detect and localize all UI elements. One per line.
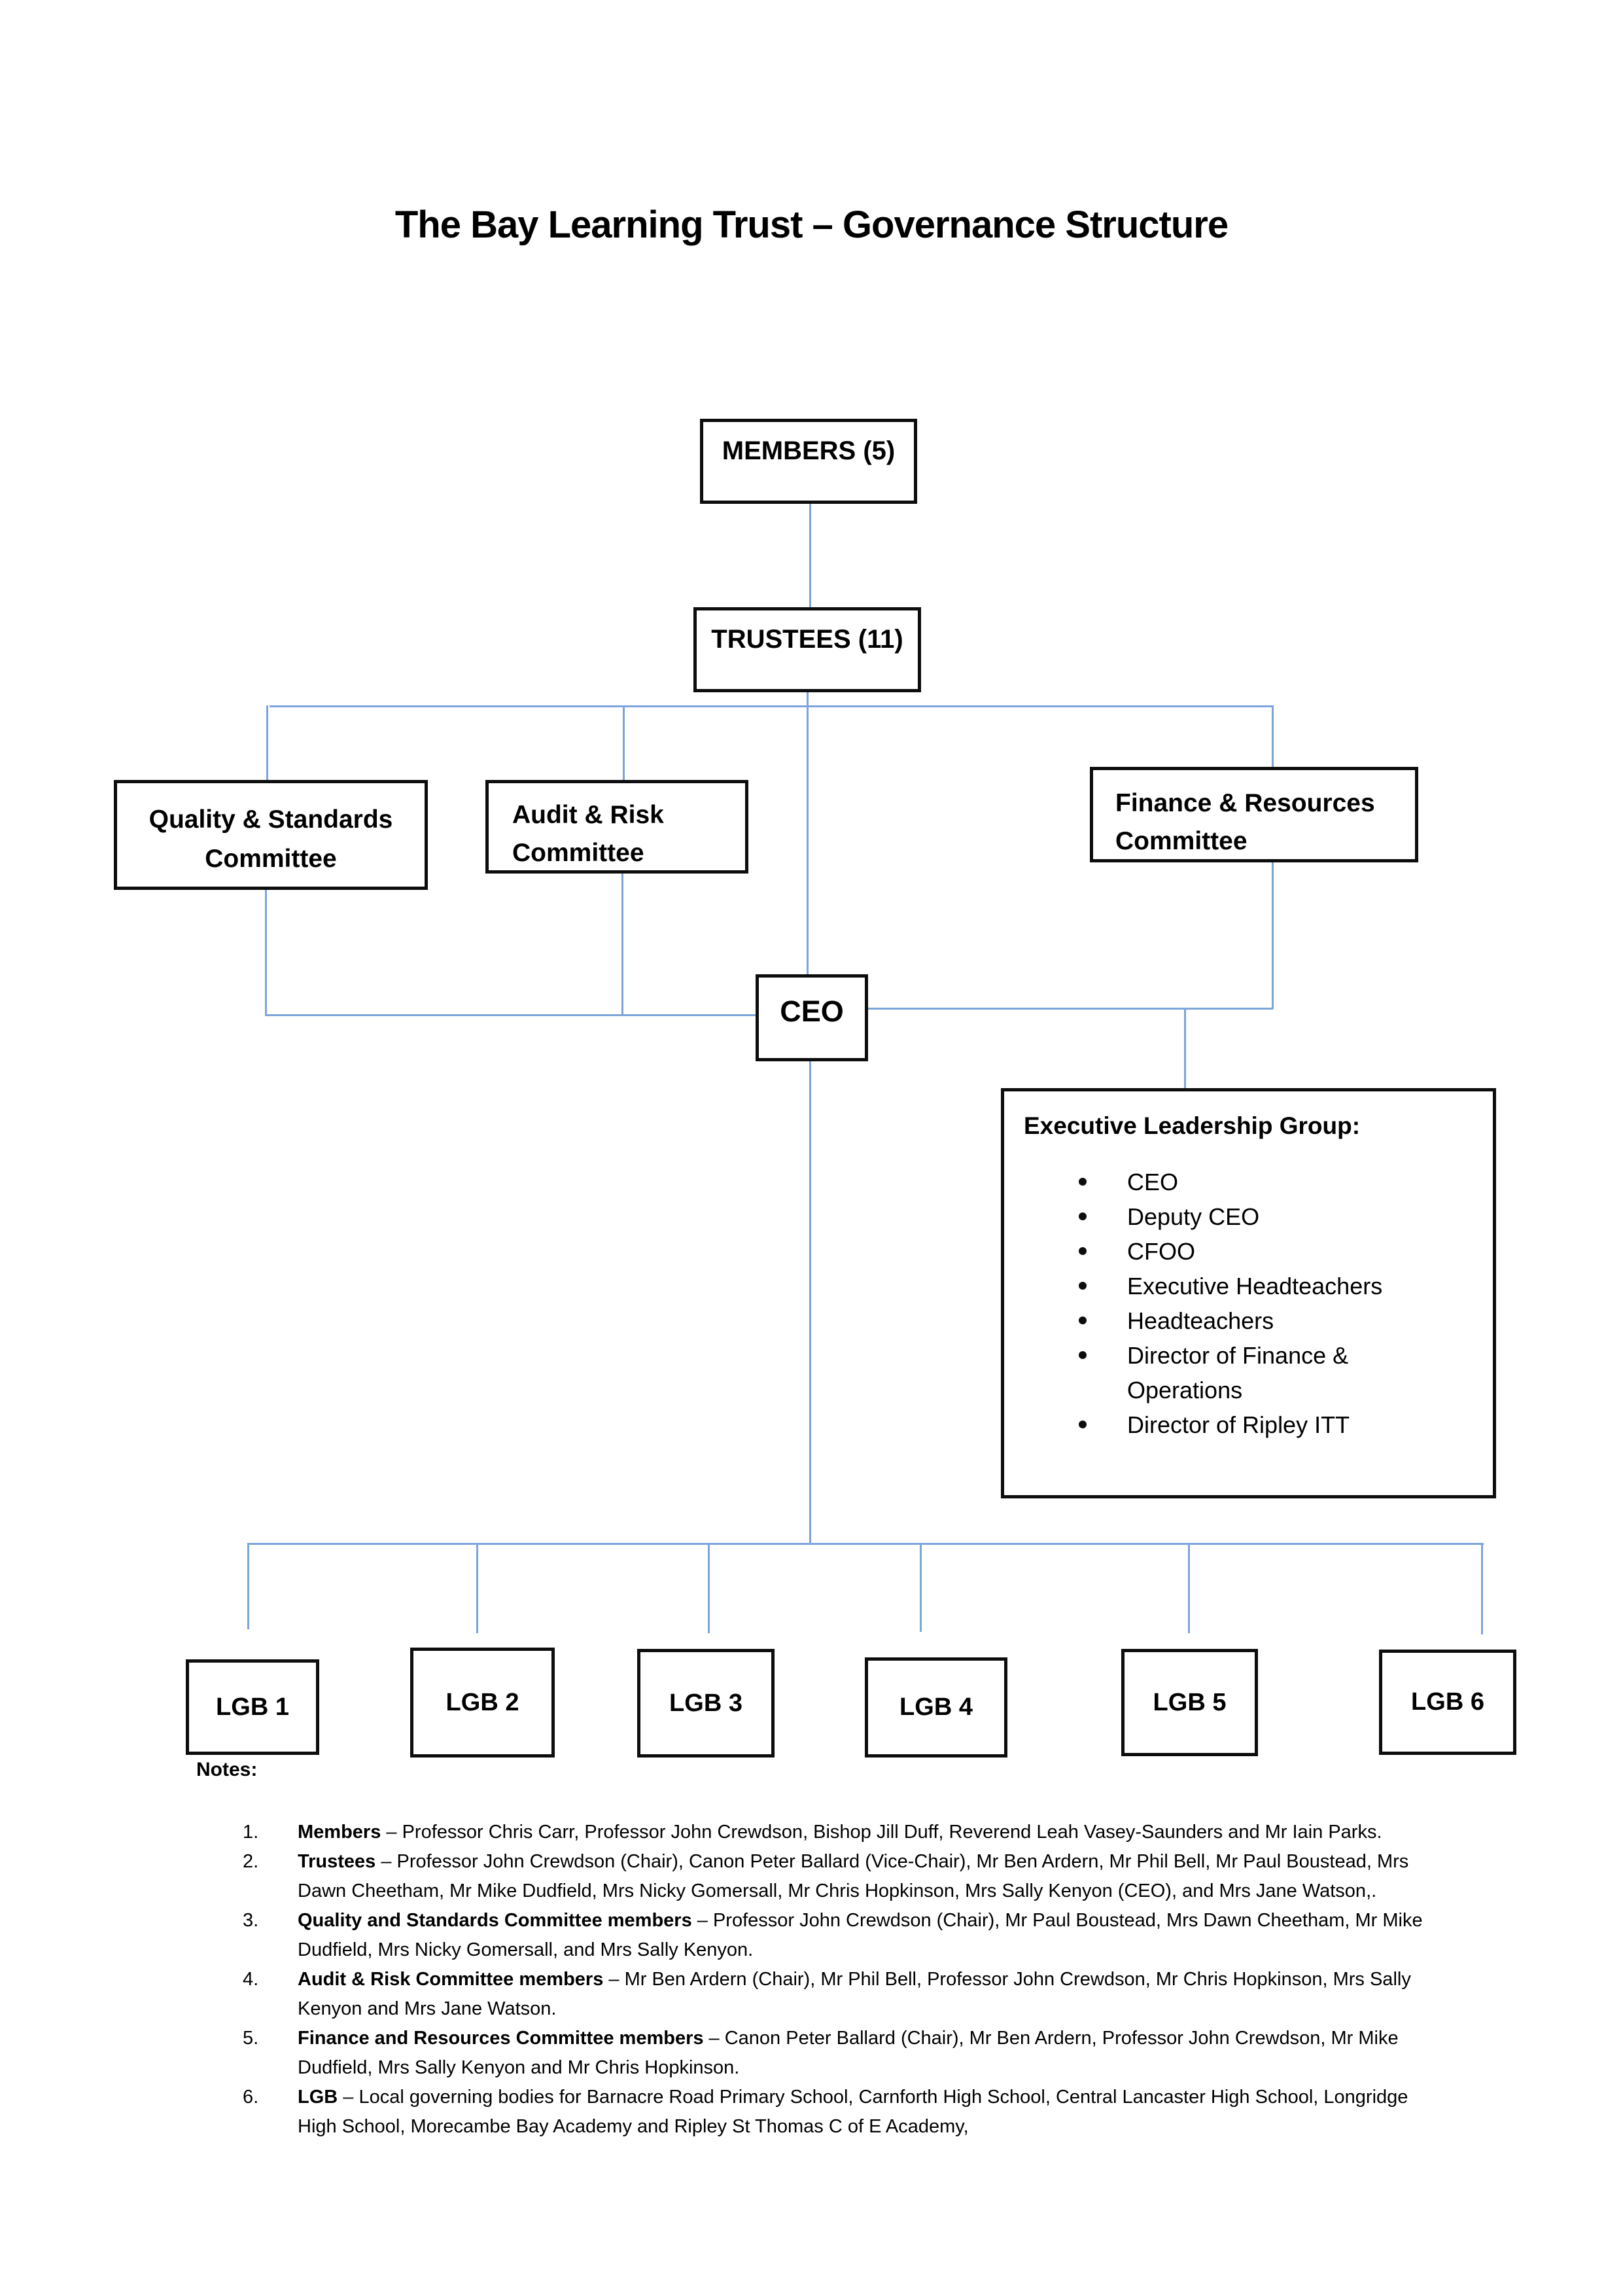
note-lead: Trustees	[298, 1851, 376, 1872]
lgb2-box	[410, 1648, 555, 1757]
connector-ceo-lgb	[809, 1061, 811, 1543]
members-label: MEMBERS (5)	[722, 436, 896, 465]
note-text	[298, 1847, 1439, 1906]
quality-standards-line1: Quality & Standards	[148, 805, 393, 834]
connector-ceo-right	[868, 1008, 1273, 1010]
connector-drop-lgb2	[476, 1543, 478, 1633]
lgb3-box	[637, 1649, 775, 1757]
bullet-icon	[1079, 1212, 1087, 1220]
ceo-box	[756, 974, 868, 1061]
elg-item	[1004, 1407, 1493, 1442]
notes-section	[196, 1759, 1439, 2142]
note-lead: Quality and Standards Committee members	[298, 1910, 692, 1931]
lgb5-label: LGB 5	[1153, 1688, 1227, 1716]
note-text	[298, 2083, 1439, 2142]
lgb2-label: LGB 2	[445, 1688, 519, 1716]
elg-item-label: Director of Ripley ITT	[1127, 1411, 1350, 1438]
bullet-icon	[1079, 1316, 1087, 1324]
note-text	[298, 1906, 1439, 1965]
connector-drop-lgb6	[1481, 1543, 1483, 1634]
connector-quality-standards-ceo	[265, 890, 267, 1016]
note-item	[243, 1906, 1439, 1965]
elg-item	[1004, 1303, 1493, 1338]
note-lead: Members	[298, 1822, 381, 1843]
note-text	[298, 1965, 1439, 2024]
quality-standards-committee-box	[114, 780, 428, 890]
note-number: 2.	[243, 1851, 259, 1872]
finance-resources-line1: Finance & Resources	[1115, 789, 1375, 817]
bullet-icon	[1079, 1247, 1087, 1255]
lgb1-box	[186, 1659, 319, 1755]
connector-drop-lgb4	[920, 1543, 922, 1632]
note-item	[243, 1847, 1439, 1906]
elg-list	[1004, 1165, 1493, 1442]
note-item	[243, 2024, 1439, 2083]
note-rest: – Professor John Crewdson (Chair), Canon Peter Ballard (Vice-Chair), Mr Ben Ardern, Mr Phil Bell, Mr Paul Boustead, Mrs Dawn Cheetham, Mr Mike Dudfield, Mrs Nicky Gomersall, Mr Chris Hopkinson, Mrs Sally Kenyon (CEO), and Mrs Jane Watson,.	[298, 1851, 1409, 1901]
note-rest: – Canon Peter Ballard (Chair), Mr Ben Ardern, Professor John Crewdson, Mr Mike Dudfield, Mrs Sally Kenyon and Mr Chris Hopkinson.	[298, 2028, 1399, 2078]
connector-trustees-branch	[270, 705, 1272, 707]
elg-item	[1004, 1269, 1493, 1303]
bullet-icon	[1079, 1178, 1087, 1186]
lgb6-label: LGB 6	[1411, 1688, 1484, 1716]
connector-drop-elg	[1184, 1008, 1186, 1088]
members-box	[700, 419, 917, 504]
note-item	[243, 1965, 1439, 2024]
lgb4-label: LGB 4	[899, 1693, 973, 1721]
bullet-icon	[1079, 1282, 1087, 1290]
elg-item	[1004, 1165, 1493, 1199]
connector-drop-finance-resources	[1272, 705, 1274, 767]
finance-resources-committee-box	[1090, 767, 1418, 862]
notes-heading: Notes:	[196, 1759, 258, 1780]
elg-item-label: CFOO	[1127, 1238, 1195, 1265]
note-lead: LGB	[298, 2087, 338, 2108]
elg-item-label: Deputy CEO	[1127, 1203, 1260, 1230]
elg-item	[1004, 1199, 1493, 1234]
connector-audit-risk-ceo	[621, 874, 623, 1016]
elg-item	[1004, 1234, 1493, 1269]
connector-drop-quality-standards	[266, 705, 268, 780]
note-text	[298, 1818, 1439, 1847]
lgb5-box	[1121, 1649, 1258, 1756]
lgb1-label: LGB 1	[216, 1693, 289, 1721]
note-number: 3.	[243, 1910, 259, 1931]
bullet-icon	[1079, 1351, 1087, 1359]
elg-item-label: CEO	[1127, 1169, 1179, 1195]
ceo-label: CEO	[780, 995, 844, 1028]
note-rest: – Mr Ben Ardern (Chair), Mr Phil Bell, Professor John Crewdson, Mr Chris Hopkinson, Mrs Sally Kenyon and Mrs Jane Watson.	[298, 1969, 1411, 2019]
elg-item	[1004, 1338, 1493, 1407]
note-number: 5.	[243, 2028, 259, 2049]
elg-item-label: Executive Headteachers	[1127, 1273, 1383, 1299]
lgb3-label: LGB 3	[669, 1689, 742, 1717]
audit-risk-line2: Committee	[512, 839, 644, 867]
audit-risk-line1: Audit & Risk	[512, 801, 664, 829]
audit-risk-committee-box	[485, 780, 748, 874]
note-rest: – Professor Chris Carr, Professor John Crewdson, Bishop Jill Duff, Reverend Leah Vasey-Saunders and Mr Iain Parks.	[381, 1822, 1382, 1843]
trustees-box	[693, 607, 921, 692]
note-lead: Audit & Risk Committee members	[298, 1969, 604, 1990]
connector-drop-lgb1	[247, 1543, 249, 1629]
elg-title: Executive Leadership Group:	[1024, 1112, 1361, 1139]
quality-standards-line2: Committee	[205, 845, 337, 873]
note-number: 4.	[243, 1969, 259, 1990]
connector-drop-lgb3	[708, 1543, 710, 1633]
elg-item-label: Director of Finance & Operations	[1127, 1342, 1349, 1404]
note-item	[243, 1818, 1439, 1847]
trustees-label: TRUSTEES (11)	[711, 625, 903, 654]
note-item	[243, 2083, 1439, 2142]
connector-finance-resources-down	[1272, 862, 1274, 1009]
note-rest: – Local governing bodies for Barnacre Road Primary School, Carnforth High School, Central Lancaster High School, Longridge High School, Morecambe Bay Academy and Ripley St Thomas C of E Academy,	[298, 2087, 1408, 2137]
note-number: 1.	[243, 1822, 259, 1843]
note-rest: – Professor John Crewdson (Chair), Mr Paul Boustead, Mrs Dawn Cheetham, Mr Mike Dudfield, Mrs Nicky Gomersall, and Mrs Sally Kenyon.	[298, 1910, 1423, 1960]
notes-list	[196, 1818, 1439, 2142]
note-text	[298, 2024, 1439, 2083]
connector-members-trustees	[809, 504, 811, 607]
connector-drop-lgb5	[1188, 1543, 1190, 1633]
connector-committees-ceo-left	[265, 1014, 756, 1016]
finance-resources-line2: Committee	[1115, 827, 1248, 855]
bullet-icon	[1079, 1421, 1087, 1428]
page-title: The Bay Learning Trust – Governance Structure	[394, 203, 1229, 246]
lgb4-box	[865, 1657, 1007, 1757]
note-number: 6.	[243, 2087, 259, 2108]
lgb6-box	[1379, 1650, 1516, 1755]
executive-leadership-group-box	[1001, 1088, 1496, 1498]
connector-drop-audit-risk	[623, 705, 625, 780]
connector-lgb-branch	[247, 1543, 1484, 1545]
note-lead: Finance and Resources Committee members	[298, 2028, 704, 2049]
connector-trustees-ceo	[807, 692, 809, 974]
elg-item-label: Headteachers	[1127, 1307, 1274, 1334]
